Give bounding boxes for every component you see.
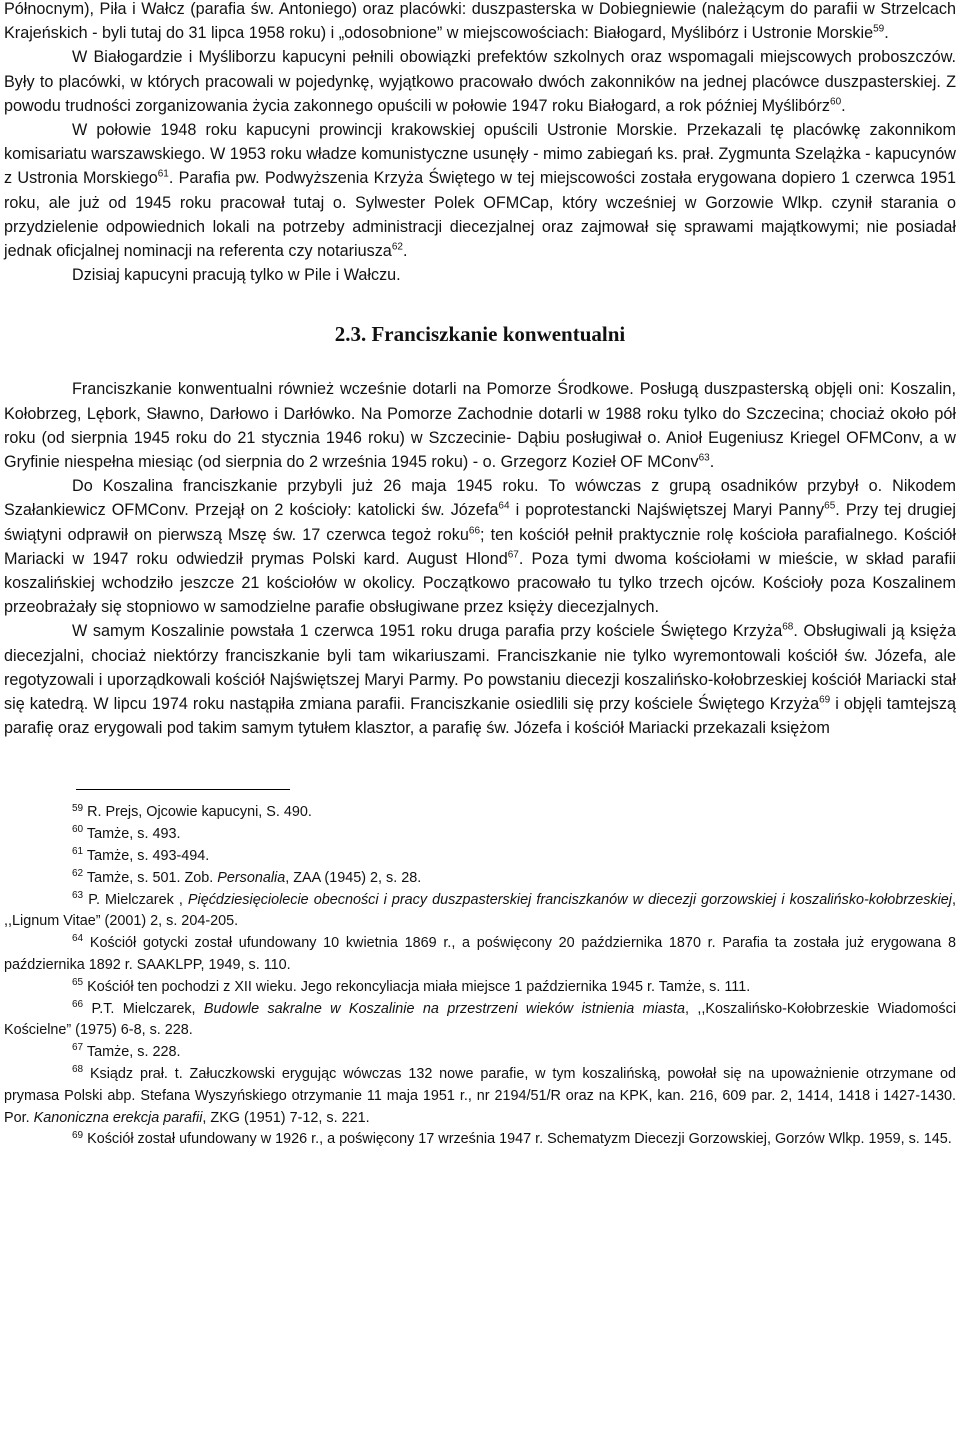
footnote: $^{67}$ Tamże, s. 228. — [72, 1042, 181, 1061]
footnotes — [4, 802, 956, 1151]
text-run: Tamże, s. 493-494. — [86, 848, 210, 865]
section-heading: 2.3. Franciszkanie konwentualni — [334, 322, 626, 347]
italic-title: Budowle sakralne w Koszalinie na przestrzeni wieków istnienia miasta — [203, 1000, 685, 1017]
paragraph — [4, 0, 956, 45]
footnote-ref[interactable]: 65 — [824, 501, 836, 513]
footnote: $^{59}$ R. Prejs, Ojcowie kapucyni, S. 490. — [72, 802, 312, 821]
text-run: Kościół gotycki został ufundowany 10 kwietnia 1869 r., a poświęcony 20 października 1870 r. Parafia ta została już erygowana 8 października 1892 r. SAAKLPP, 1949, s. 110. — [4, 935, 956, 974]
text-run: . — [709, 453, 715, 472]
paragraph — [4, 474, 956, 619]
text-run: Tamże, s. 501. Zob. — [86, 869, 218, 886]
text-run: Północnym), Piła i Wałcz (parafia św. Antoniego) oraz placówki: duszpasterska w Dobiegniewie (należącym do parafii w Strzelcach Krajeńskich - byli tutaj do 31 lipca 1958 roku) i „odosobnione” w miejscowościach: Białogard, Myślibórz i Ustronie Morskie — [4, 0, 956, 43]
text-run: Kościół został ufundowany w 1926 r., a poświęcony 17 września 1947 r. Schematyzm Diecezji Gorzowskiej, Gorzów Wlkp. 1959, s. 145. — [87, 1131, 952, 1148]
paragraph — [4, 619, 956, 740]
italic-title: Kanoniczna erekcja parafii — [33, 1109, 203, 1126]
text-run: Ksiądz prał. t. Załuczkowski erygując wówczas 132 nowe parafie, w tym koszalińską, powołał się na upoważnienie otrzymane od prymasa Polski abp. Stefana Wyszyńskiego otrzymanie 11 maja 1951 r., nr 2194/51/R oraz na KPK, kan. 216, 609 par. 2, 1414, 1418 i 1427-1430. Por. — [4, 1066, 956, 1126]
text-run: . Poza tymi dwoma kościołami w mieście, w skład parafii koszalińskiej wchodziło jeszcze 21 kościołów w okolicy. Początkowo pracowało tu tylko trzech ojców. Kościoły poza Koszalinem przeobrażały się stopniowo w samodzielne parafie obsługiwane przez księży diecezjalnych. — [4, 549, 956, 617]
text-run: , ZKG (1951) 7-12, s. 221. — [202, 1109, 370, 1126]
paragraph — [4, 45, 956, 118]
text-run: P. Mielczarek , — [88, 891, 188, 908]
footnote-ref[interactable]: 66 — [468, 525, 481, 537]
text-run: . — [884, 24, 889, 43]
footnote-ref[interactable]: 62 — [391, 241, 403, 253]
text-run: . — [841, 96, 846, 115]
footnote-separator — [76, 789, 290, 790]
footnote: $^{65}$ Kościół ten pochodzi z XII wieku. Jego rekoncyliacja miała miejsce 1 października 1945 r. Tamże, s. 111. — [72, 977, 751, 995]
footnote-ref[interactable]: 69 — [819, 694, 831, 706]
text-run: Tamże, s. 493. — [86, 826, 181, 843]
footnote-ref[interactable]: 68 — [782, 622, 794, 634]
text-run: W połowie 1948 roku kapucyni prowincji krakowskiej opuścili Ustronie Morskie. Przekazali tę placówkę zakonnikom komisariatu warszawskiego. W 1953 roku władze komunistyczne usunęły - mimo zabiegań ks. prał. Zygmunta Szelążka - kapucynów z Ustronia Morskiego — [4, 121, 956, 188]
text-run: . Przy tej drugiej świątyni odprawił on pierwszą Mszę św. 17 czerwca tegoż roku — [4, 501, 957, 544]
footnote: $^{61}$ Tamże, s. 493-494. — [72, 846, 210, 865]
document-page — [4, 0, 956, 1151]
text-run: . Parafia pw. Podwyższenia Krzyża Świętego w tej miejscowości została erygowana dopiero 1 czerwca 1951 roku, ale już od 1945 roku pracował tutaj o. Sylwester Polek OFMCap, który wcześniej w Gorzowie Wlkp. czynił starania o przydzielenie odpowiednich lokali na potrzeby administracji diecezjalnej oraz zajmował się sprawami majątkowymi; nie posiadał jednak oficjalnej nominacji na referenta czy notariusza — [4, 169, 956, 261]
footnote: $^{64}$ Kościół gotycki został ufundowany 10 kwietnia 1869 r., a poświęcony 20 października 1870 r. Parafia ta została już erygowana 8 października 1892 r. SAAKLPP, 1949, s. 110. — [4, 933, 956, 974]
footnote: $^{69}$ Kościół został ufundowany w 1926 r., a poświęcony 17 września 1947 r. Schematyzm Diecezji Gorzowskiej, Gorzów Wlkp. 1959, s. 145. — [72, 1129, 952, 1148]
text-run: W Białogardzie i Myśliborzu kapucyni pełnili obowiązki prefektów szkolnych oraz wspomagali miejscowych proboszczów. Były to placówki, w których pracowali w pojedynkę, wyjątkowo pracowało dwóch zakonników na jednej placówce duszpasterskiej. Z powodu trudności zorganizowania życia zakonnego opuścili w połowie 1947 roku Białogard, a rok później Myślibórz — [4, 48, 956, 115]
footnote-ref[interactable]: 61 — [157, 169, 169, 181]
paragraph — [4, 263, 956, 287]
paragraph — [4, 377, 956, 474]
text-run: . — [402, 242, 408, 261]
body-text-bottom — [4, 377, 956, 740]
text-run: P.T. Mielczarek, — [91, 1000, 204, 1017]
footnote: $^{62}$ Tamże, s. 501. Zob. Personalia, ZAA (1945) 2, s. 28. — [72, 868, 422, 886]
italic-title: Personalia — [217, 869, 286, 886]
text-run: Dzisiaj kapucyni pracują tylko w Pile i Wałczu. — [72, 266, 401, 285]
text-run: , ,,Lignum Vitae” (2001) 2, s. 204-205. — [4, 891, 956, 930]
footnote-ref[interactable]: 67 — [507, 549, 519, 561]
footnote-ref[interactable]: 60 — [830, 96, 842, 108]
body-text-top — [4, 0, 956, 287]
footnote-ref[interactable]: 59 — [873, 23, 885, 35]
text-run: . Obsługiwali ją księża diecezjalni, chociaż niektórzy franciszkanie byli tam wikariuszami. Franciszkanie nie tylko wyremontowali kościół św. Józefa, ale regotyzowali i uporządkowali kościół Najświętszej Maryi Parmy. Po powstaniu diecezji koszalińsko-kołobrzeskiej kościół Mariacki stał się katedrą. W lipcu 1974 roku nastąpiła zmiana parafii. Franciszkanie osiedlili się przy kościele Świętego Krzyża — [4, 622, 956, 714]
text-run: Tamże, s. 228. — [86, 1044, 181, 1061]
text-run: ; ten kościół pełnił praktycznie rolę kościoła parafialnego. Kościół Mariacki w 1947 roku odwiedził prymas Polski kard. August Hlond — [4, 525, 956, 568]
text-run: , ,,Koszalińsko-Kołobrzeskie Wiadomości Kościelne” (1975) 6-8, s. 228. — [4, 1000, 957, 1039]
text-run: W samym Koszalinie powstała 1 czerwca 1951 roku druga parafia przy kościele Świętego Krzyża — [72, 622, 783, 641]
paragraph — [4, 118, 956, 263]
footnote-ref[interactable]: 63 — [698, 452, 710, 464]
footnote: $^{60}$ Tamże, s. 493. — [72, 824, 181, 843]
italic-title: Pięćdziesięciolecie obecności i pracy duszpasterskiej franciszkanów w diecezji gorzowskiej i koszalińsko-kołobrzeskiej — [187, 891, 952, 908]
footnote: $^{66}$ P.T. Mielczarek, Budowle sakralne w Koszalinie na przestrzeni wieków istnienia miasta, ,,Koszalińsko-Kołobrzeskie Wiadomości Kościelne” (1975) 6-8, s. 228. — [4, 998, 957, 1039]
text-run: Kościół ten pochodzi z XII wieku. Jego rekoncyliacja miała miejsce 1 października 1945 r. Tamże, s. 111. — [87, 978, 751, 995]
footnote-ref[interactable]: 64 — [498, 501, 510, 513]
text-run: i poprotestancki Najświętszej Maryi Panny — [509, 501, 825, 520]
text-run: R. Prejs, Ojcowie kapucyni, S. 490. — [87, 804, 312, 821]
text-run: Do Koszalina franciszkanie przybyli już 26 maja 1945 roku. To wówczas z grupą osadników przybył o. Nikodem Szałankiewicz OFMConv. Przejął on 2 kościoły: katolicki św. Józefa — [4, 477, 956, 520]
text-run: , ZAA (1945) 2, s. 28. — [285, 869, 422, 886]
text-run: i objęli tamtejszą parafię oraz erygowali pod takim samym tytułem klasztor, a parafię św. Józefa i kościół Mariacki przekazali księżom — [4, 695, 956, 738]
footnote: $^{63}$ P. Mielczarek , Pięćdziesięciolecie obecności i pracy duszpasterskiej franciszkanów w diecezji gorzowskiej i koszalińsko-kołobrzeskiej, ,,Lignum Vitae” (2001) 2, s. 204-205. — [4, 889, 956, 930]
text-run: Franciszkanie konwentualni również wcześnie dotarli na Pomorze Środkowe. Posługą duszpasterską objęli oni: Koszalin, Kołobrzeg, Lębork, Sławno, Darłowo i Darłówko. Na Pomorze Zachodnie dotarli w 1988 roku tylko do Szczecina; chociaż około pół roku (od sierpnia 1945 roku do 21 stycznia 1946 roku) w Szczecinie- Dąbiu posługiwał o. Anioł Eugeniusz Kriegel OFMConv, a w Gryfinie niespełna miesiąc (od sierpnia do 2 września 1945 roku) - o. Grzegorz Kozieł OF MConv — [4, 380, 956, 472]
footnote: $^{68}$ Ksiądz prał. t. Załuczkowski erygując wówczas 132 nowe parafie, w tym koszalińską, powołał się na upoważnienie otrzymane od prymasa Polski abp. Stefana Wyszyńskiego otrzymanie 11 maja 1951 r., nr 2194/51/R oraz na KPK, kan. 216, 609 par. 2, 1414, 1418 i 1427-1430. Por. Kanoniczna erekcja parafii, ZKG (1951) 7-12, s. 221. — [4, 1064, 956, 1126]
